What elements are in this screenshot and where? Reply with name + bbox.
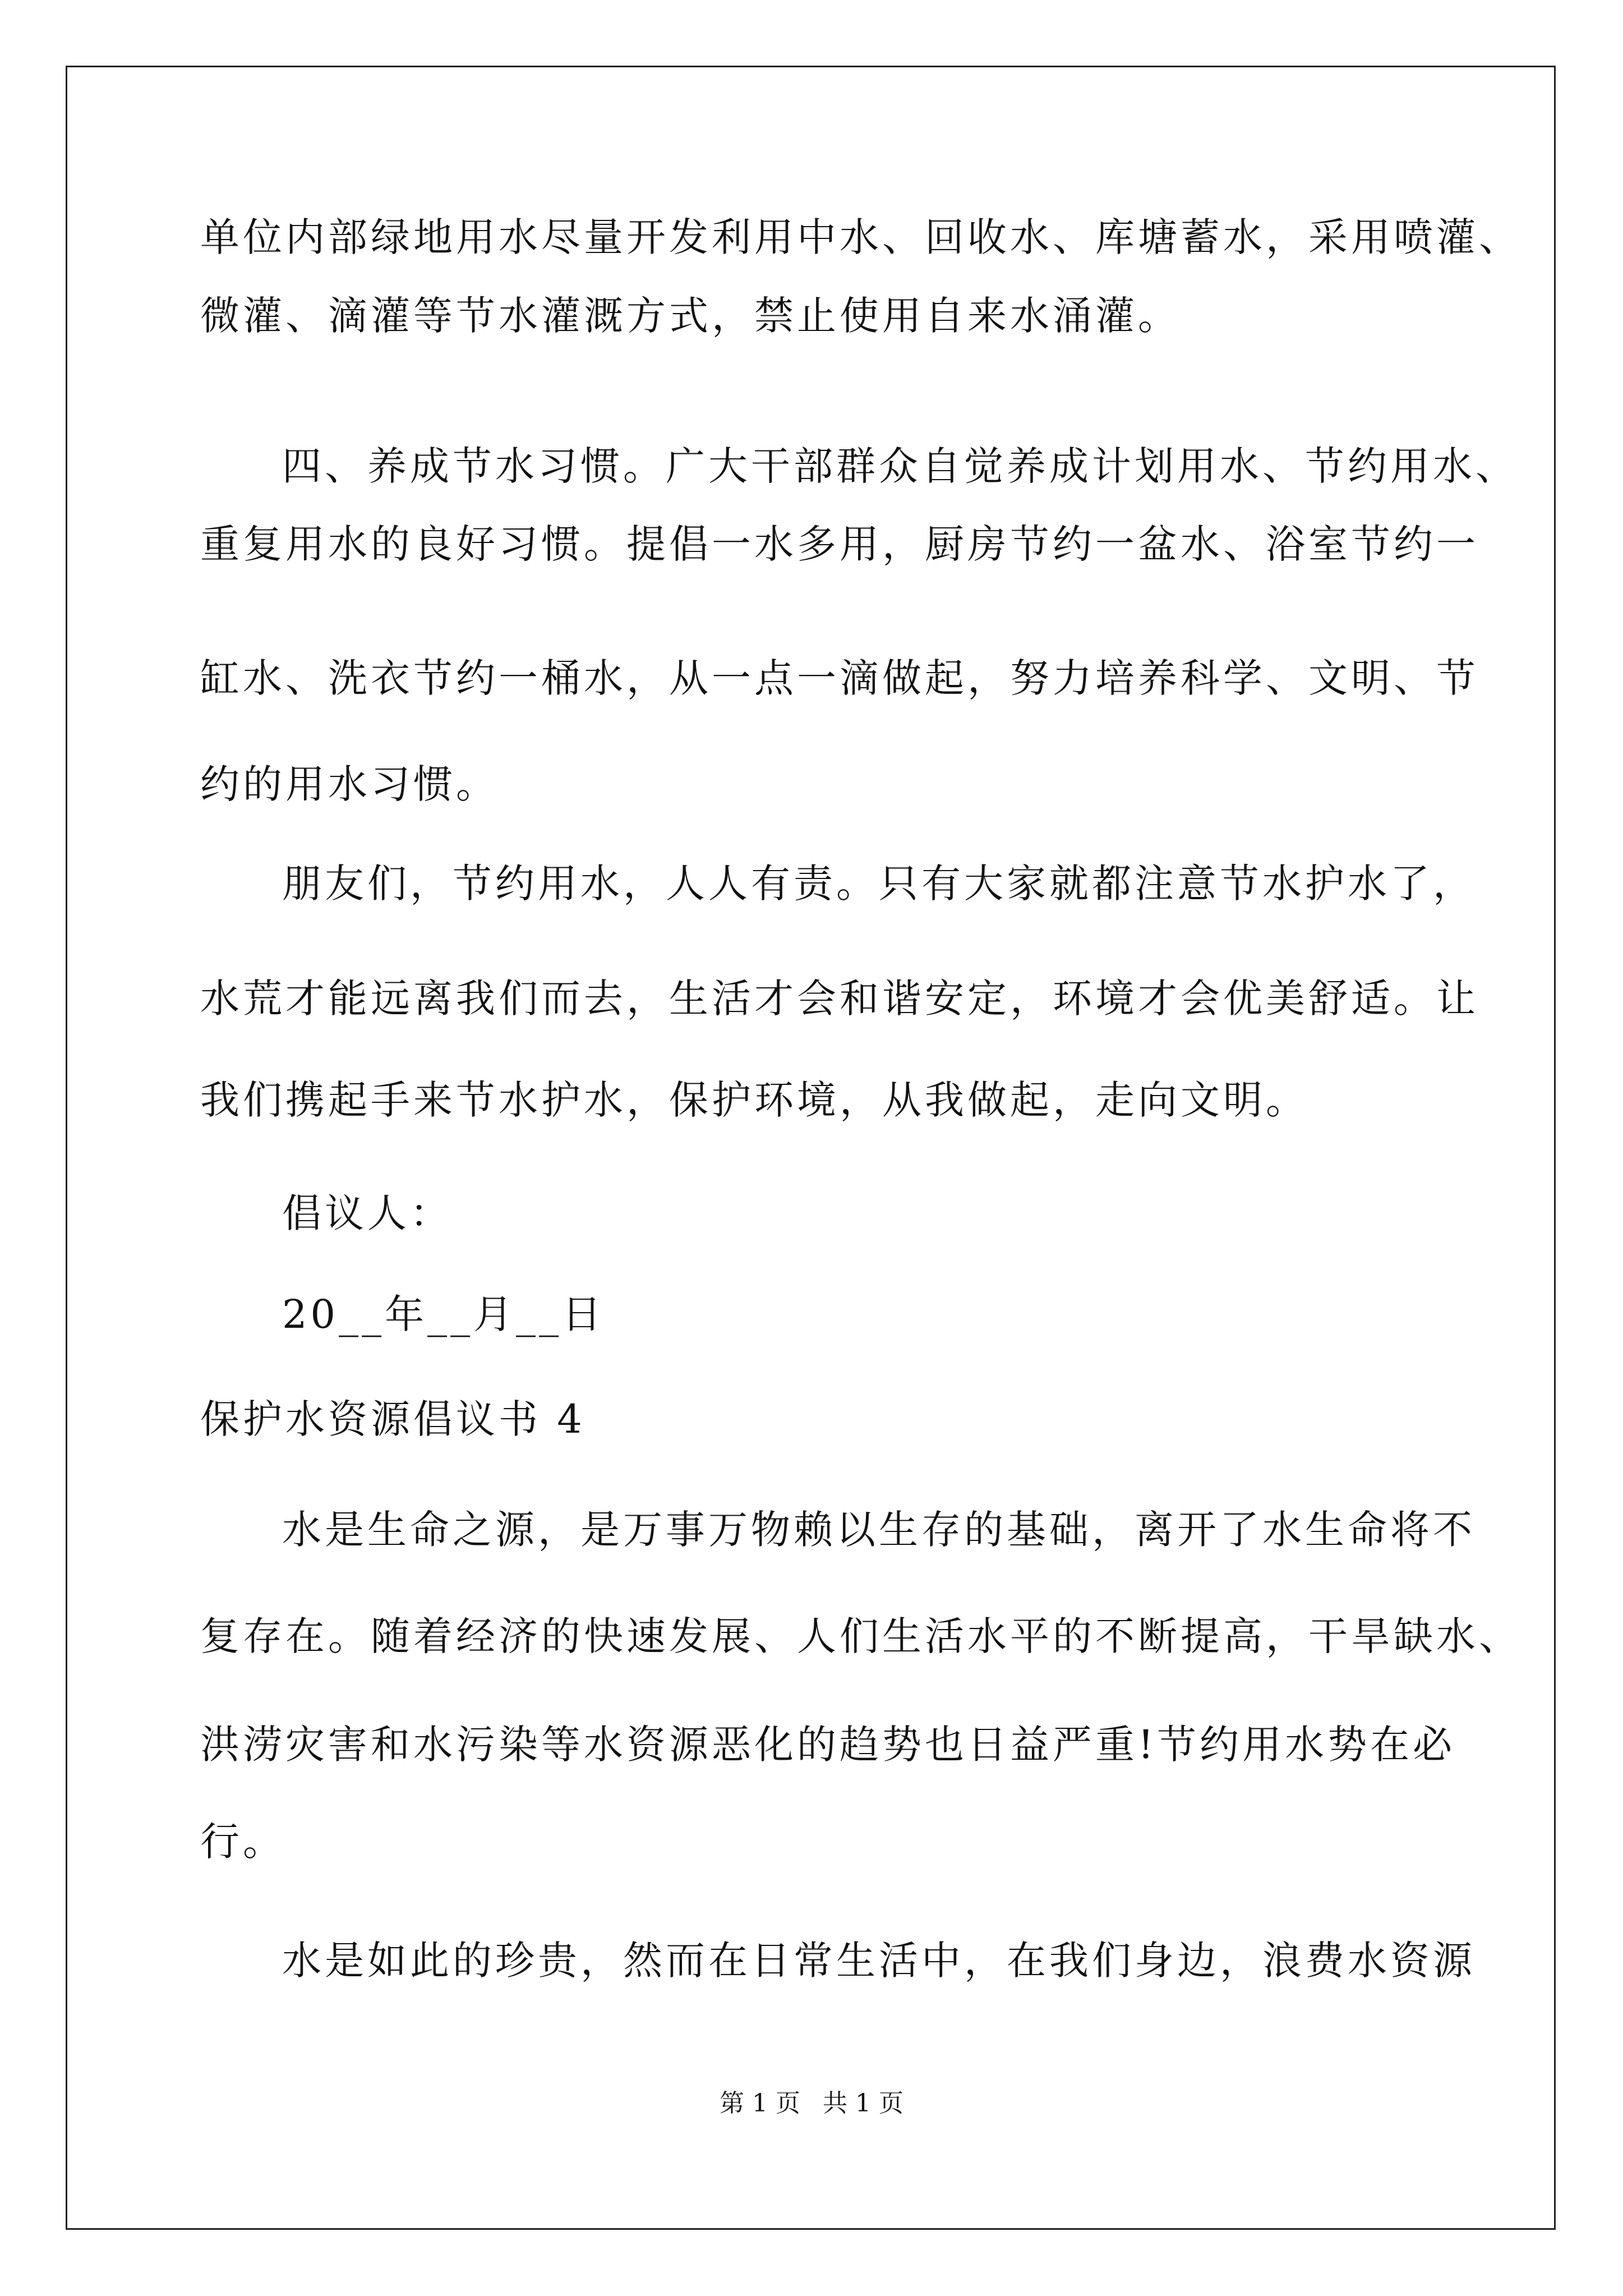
- section-title: 保护水资源倡议书 4: [200, 1396, 585, 1442]
- text-line: 缸水、洗衣节约一桶水，从一点一滴做起，努力培养科学、文明、节: [200, 655, 1479, 701]
- text-line: 水是生命之源，是万事万物赖以生存的基础，离开了水生命将不: [282, 1507, 1476, 1553]
- text-line: 四、养成节水习惯。广大干部群众自觉养成计划用水、节约用水、: [282, 443, 1518, 489]
- text-line: 约的用水习惯。: [200, 761, 499, 807]
- total-pages: 共 1 页: [823, 2089, 903, 2118]
- text-line: 洪涝灾害和水污染等水资源恶化的趋势也日益严重!节约用水势在必: [200, 1722, 1456, 1768]
- text-line: 单位内部绿地用水尽量开发利用中水、回收水、库塘蓄水，采用喷灌、: [200, 214, 1521, 260]
- page-border: [66, 66, 1556, 2230]
- text-line: 微灌、滴灌等节水灌溉方式，禁止使用自来水涌灌。: [200, 293, 1181, 339]
- text-line: 我们携起手来节水护水，保护环境，从我做起，走向文明。: [200, 1077, 1308, 1123]
- text-line: 水是如此的珍贵，然而在日常生活中，在我们身边，浪费水资源: [282, 1938, 1476, 1984]
- page-number: 第 1 页: [720, 2089, 800, 2118]
- date-line: 20__年__月__日: [282, 1291, 605, 1337]
- text-line: 行。: [200, 1819, 285, 1865]
- text-line: 水荒才能远离我们而去，生活才会和谐安定，环境才会优美舒适。让: [200, 976, 1479, 1022]
- text-line: 朋友们，节约用水，人人有责。只有大家就都注意节水护水了，: [282, 861, 1476, 907]
- page-footer: [0, 2087, 1623, 2120]
- text-line: 重复用水的良好习惯。提倡一水多用，厨房节约一盆水、浴室节约一: [200, 521, 1479, 567]
- text-line: 复存在。随着经济的快速发展、人们生活水平的不断提高，干旱缺水、: [200, 1613, 1521, 1659]
- signature-label: 倡议人：: [282, 1190, 453, 1236]
